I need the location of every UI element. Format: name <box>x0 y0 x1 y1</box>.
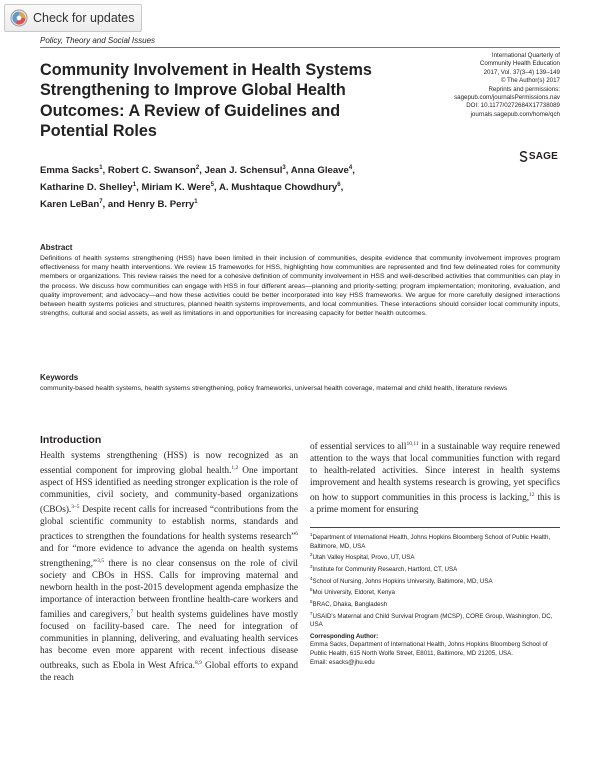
affiliation-text: Moi University, Eldoret, Kenya <box>312 589 395 597</box>
affiliation-number: 7 <box>310 610 313 616</box>
header-divider <box>40 47 560 48</box>
author-affiliation-marker: 1 <box>99 165 103 171</box>
introduction-heading: Introduction <box>40 434 102 446</box>
affiliation-text: USAID's Maternal and Child Survival Program (MCSP), CORE Group, Washington, DC, USA <box>310 612 553 629</box>
citation-marker[interactable]: 3,5 <box>97 557 104 564</box>
author-name: Katharine D. Shelley <box>40 182 133 194</box>
author-name: Miriam K. Were <box>141 182 211 194</box>
author-name: Henry B. Perry <box>127 199 195 211</box>
author-name: Karen LeBan <box>40 199 100 211</box>
journal-section-label: Policy, Theory and Social Issues <box>40 36 156 45</box>
citation-marker[interactable]: 8,9 <box>194 659 202 666</box>
author-affiliation-marker: 5 <box>210 182 214 189</box>
corresponding-address: Emma Sacks, Department of International Health, Johns Hopkins Bloomberg School of Public Health, 615 North Wolfe Street, E8011, Baltimore, MD 21205, USA. <box>310 641 548 657</box>
body-text-run: Global efforts to expand the reach <box>40 660 298 683</box>
author-affiliation-marker: 3 <box>282 165 286 171</box>
citation-marker[interactable]: 7 <box>130 608 134 615</box>
abstract-text: Definitions of health systems strengthening (HSS) have been limited in their inclusion of communities, despite evidence that community involvement improves program effectiveness for many health interventions. We review 15 frameworks for HSS, highlighting how communities are represented and find few delineated roles for community members or organizations. This review raises the need for a cohesive definition of community involvement in HSS and well-described activities that communities can play in the process. We discuss how communities can engage with HSS in four different areas—planning and priority-setting; program implementation; monitoring, evaluation, and quality improvement; and advocacy—and how these activities could be better incorporated into key HSS frameworks. We argue for more carefully designed interactions between health systems policies and structures, planned health systems improvements, and local communities. These interactions should consider local community inputs, strengths, cultural and social assets, as well as limitations in and opportunities for increasing capacity for better health outcomes. <box>40 255 560 318</box>
body-text-run: but health systems guidelines have mostly focused on facility-based care. The need for integration of communities in planning, delivering, and evaluating health services has become even more apparent with recent infectious disease outbreaks, such as Ebola in West Africa. <box>40 609 298 671</box>
citation-marker[interactable]: 1,2 <box>231 464 239 471</box>
abstract-heading: Abstract <box>40 243 73 252</box>
journal-home-link[interactable]: journals.sagepub.com/home/qch <box>470 110 560 118</box>
author-affiliation-marker: 7 <box>99 199 103 206</box>
author-name: A. Mushtaque Chowdhury <box>218 182 338 194</box>
body-text-run: there is no clear consensus on the role of civil society and CBOs in HSS. Calls for improving maternal and newborn health in the post-2015 development agenda emphasize the importance of interaction between frontline health-care workers and families and caregivers, <box>40 559 298 620</box>
affiliation-item <box>310 610 560 630</box>
publisher-name: SAGE <box>528 151 558 162</box>
author-name: Jean J. Schensul <box>204 165 283 177</box>
keywords-heading: Keywords <box>40 373 79 382</box>
affiliation-text: School of Nursing, Johns Hopkins University, Baltimore, MD, USA <box>312 577 493 585</box>
affiliation-item <box>310 586 560 598</box>
introduction-column-1 <box>40 451 298 685</box>
affiliation-number: 6 <box>310 598 313 604</box>
author-list: Emma Sacks$^1$, Robert C. Swanson$^2$, Jean J. Schensul$^3$, Anna Gleave$^4$, Katharine D. Shelley$^1$, Miriam K. Were$^5$, A. Mushtaque Chowdhury$^6$, Karen LeBan$^7$, and Henry B. Perry$^1$ <box>40 165 355 211</box>
author-affiliation-marker: 2 <box>195 165 200 171</box>
body-text-run: One important aspect of HSS identified as needing stronger explication is the role of communities, civil society, and community-based organizations (CBOs). <box>40 466 298 515</box>
author-name: Robert C. Swanson <box>107 165 196 177</box>
body-text-run: in a sustainable way require renewed attention to the ways that local communities function with regard to health-related activities. Since interest in health systems improvement and health systems research is growing, yet specifics on how to support communities in this process is lacking, <box>310 442 560 503</box>
affiliation-item <box>310 563 560 575</box>
body-text-run: this is a prime moment for ensuring <box>310 493 560 515</box>
affiliation-item <box>310 598 560 610</box>
author-affiliation-marker: 6 <box>337 182 341 189</box>
journal-meta-line: International Quarterly of <box>491 52 560 59</box>
affiliation-text: Utah Valley Hospital, Provo, UT, USA <box>312 554 415 562</box>
check-for-updates-icon <box>10 9 28 27</box>
author-affiliation-marker: 1 <box>132 182 137 189</box>
affiliation-item <box>310 575 560 587</box>
citation-marker[interactable]: 6 <box>295 530 298 537</box>
affiliation-number: 1 <box>310 532 313 537</box>
introduction-column-2 <box>310 439 560 517</box>
body-text-run: and for “more evidence to advance the agenda on health systems strengthening,” <box>40 543 298 569</box>
author-name: Emma Sacks <box>40 165 100 177</box>
body-text-run: Despite recent calls for increased “contributions from the global scientific community to establish norms, standards and practices to strengthen the foundations for health systems research” <box>40 505 298 542</box>
journal-meta-line: Community Health Education <box>479 60 560 68</box>
citation-marker[interactable]: 12 <box>529 491 535 498</box>
affiliation-item <box>310 531 560 551</box>
affiliation-item <box>310 551 560 563</box>
journal-meta-line[interactable]: sagepub.com/journalsPermissions.nav <box>454 94 560 102</box>
affiliation-number: 2 <box>310 552 313 558</box>
journal-meta-line: Reprints and permissions: <box>488 85 560 93</box>
article-title: Community Involvement in Health Systems Strengthening to Improve Global Health Outcomes: A Review of Guidelines and Potential Roles <box>40 61 372 140</box>
affiliation-text: Department of International Health, Johns Hopkins Bloomberg School of Public Health, Baltimore, MD, USA <box>310 534 551 550</box>
citation-marker[interactable]: 3–5 <box>71 503 80 510</box>
author-affiliation-marker: 4 <box>348 165 353 171</box>
affiliation-number: 4 <box>310 575 313 581</box>
affiliations-block <box>310 531 560 667</box>
affiliation-number: 5 <box>310 587 313 593</box>
affiliations-divider <box>310 527 560 528</box>
affiliation-number: 3 <box>310 563 313 569</box>
citation-marker[interactable]: 10,11 <box>406 441 419 447</box>
journal-meta-line: 2017, Vol. 37(3–4) 139–149 <box>483 68 560 76</box>
journal-meta-line: © The Author(s) 2017 <box>500 77 560 85</box>
sage-mark-icon <box>519 151 528 162</box>
author-name: Anna Gleave <box>290 165 349 177</box>
author-affiliation-marker: 1 <box>194 199 198 206</box>
affiliation-text: BRAC, Dhaka, Bangladesh <box>312 600 388 608</box>
keywords-text: community-based health systems, health systems strengthening, policy frameworks, universal health coverage, maternal and child health, literature reviews <box>40 385 508 392</box>
doi-link[interactable]: DOI: 10.1177/0272684X17738089 <box>466 102 560 110</box>
body-text-run: of essential services to all <box>310 442 407 453</box>
sage-logo <box>519 151 558 162</box>
check-for-updates-label: Check for updates <box>33 11 135 25</box>
affiliation-text: Institute for Community Research, Hartford, CT, USA <box>312 565 458 573</box>
check-for-updates-button[interactable] <box>4 4 142 32</box>
body-text-run: Health systems strengthening (HSS) is now recognized as an essential component for improving global health. <box>40 451 298 477</box>
corresponding-email[interactable]: Email: esacks@jhu.edu <box>310 658 375 666</box>
journal-meta <box>420 52 560 119</box>
corresponding-author-heading: Corresponding Author: <box>310 632 379 640</box>
